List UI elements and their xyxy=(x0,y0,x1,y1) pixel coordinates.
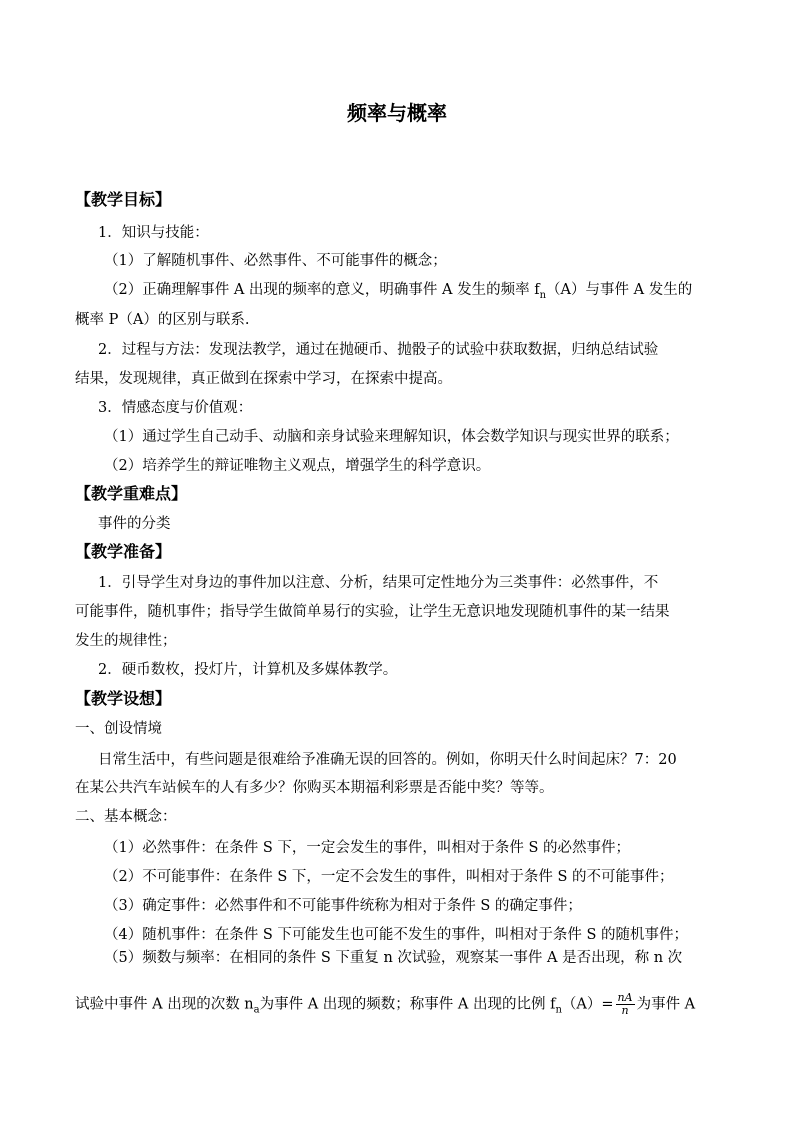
part-1-heading: 一、创设情境 xyxy=(75,721,162,737)
concept-3: （3）确定事件：必然事件和不可能事件统称为相对于条件 S 的确定事件； xyxy=(104,898,582,914)
frequency-fraction xyxy=(616,992,635,1017)
goal-1: 1．知识与技能： xyxy=(98,225,209,241)
section-heading-key-points: 【教学重难点】 xyxy=(75,484,188,503)
part-1-text: 日常生活中，有些问题是很难给予准确无误的回答的。例如，你明天什么时间起床？7：20 xyxy=(98,752,677,768)
section-heading-design: 【教学设想】 xyxy=(75,689,172,708)
page-title: 频率与概率 xyxy=(347,101,447,125)
prep-1: 1．引导学生对身边的事件加以注意、分析，结果可定性地分为三类事件：必然事件，不 xyxy=(98,575,659,591)
concept-5-continued xyxy=(75,992,725,1017)
goal-3-2: （2）培养学生的辩证唯物主义观点，增强学生的科学意识。 xyxy=(104,458,491,474)
concept-5-text-c: （A）= xyxy=(561,996,614,1013)
goal-1-2-continued: 概率 P（A）的区别与联系. xyxy=(75,312,250,328)
part-1-text-continued: 在某公共汽车站候车的人有多少？你购买本期福利彩票是否能中奖？等等。 xyxy=(75,780,554,796)
part-2-heading: 二、基本概念： xyxy=(75,809,177,825)
concept-5-text-b: 为事件 A 出现的频数；称事件 A 出现的比例 f xyxy=(259,996,556,1013)
prep-2: 2．硬币数枚，投灯片，计算机及多媒体教学。 xyxy=(98,662,398,678)
goal-1-2-text-b: （A）与事件 A 发生的 xyxy=(546,282,693,298)
goal-3: 3．情感态度与价值观： xyxy=(98,400,253,416)
goal-2-continued: 结果，发现规律，真正做到在探索中学习，在探索中提高。 xyxy=(75,371,452,387)
prep-1-continued-1: 可能事件，随机事件；指导学生做简单易行的实验，让学生无意识地发现随机事件的某一结果 xyxy=(75,604,670,620)
concept-4: （4）随机事件：在条件 S 下可能发生也可能不发生的事件，叫相对于条件 S 的随机事件； xyxy=(104,927,689,943)
goal-3-1: （1）通过学生自己动手、动脑和亲身试验来理解知识，体会数学知识与现实世界的联系； xyxy=(104,429,679,445)
goal-1-2 xyxy=(104,280,754,300)
section-heading-preparation: 【教学准备】 xyxy=(75,542,172,561)
goal-1-2-text-a: （2）正确理解事件 A 出现的频率的意义，明确事件 A 发生的频率 f xyxy=(104,282,540,298)
concept-5-subscript-a: a xyxy=(253,1004,260,1016)
concept-5: （5）频数与频率：在相同的条件 S 下重复 n 次试验，观察某一事件 A 是否出现，称 n 次 xyxy=(104,950,683,966)
fraction-numerator: nA xyxy=(617,991,633,1004)
concept-2: （2）不可能事件：在条件 S 下，一定不会发生的事件，叫相对于条件 S 的不可能事件； xyxy=(104,869,674,885)
key-points-text: 事件的分类 xyxy=(98,516,171,532)
goal-1-1: （1）了解随机事件、必然事件、不可能事件的概念； xyxy=(104,253,447,269)
fraction-denominator: n xyxy=(621,1004,629,1017)
concept-5-text-a: 试验中事件 A 出现的次数 n xyxy=(75,996,254,1013)
concept-5-text-d: 为事件 A xyxy=(636,996,696,1013)
section-heading-goals: 【教学目标】 xyxy=(75,190,172,209)
goal-1-2-subscript: n xyxy=(539,289,547,301)
goal-2: 2．过程与方法：发现法教学，通过在抛硬币、抛骰子的试验中获取数据，归纳总结试验 xyxy=(98,342,659,358)
prep-1-continued-2: 发生的规律性； xyxy=(75,633,177,649)
concept-5-subscript-n: n xyxy=(555,1004,562,1016)
concept-1: （1）必然事件：在条件 S 下，一定会发生的事件，叫相对于条件 S 的必然事件； xyxy=(104,840,631,856)
